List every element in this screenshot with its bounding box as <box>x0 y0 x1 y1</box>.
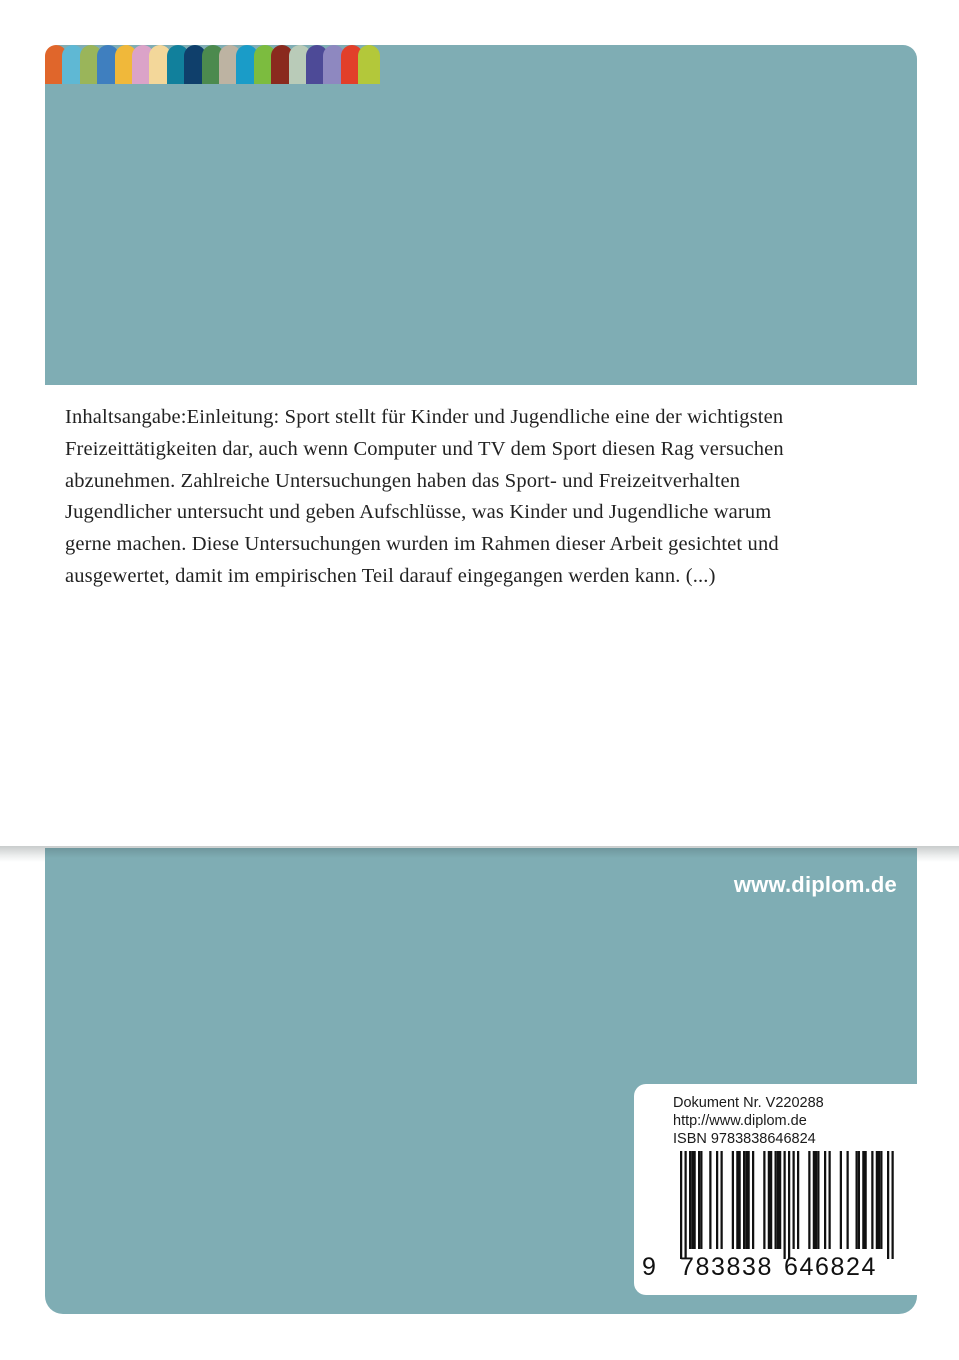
barcode-digits-right: 646824 <box>784 1253 878 1281</box>
isbn-text: ISBN 9783838646824 <box>673 1131 816 1147</box>
summary-line: gerne machen. Diese Untersuchungen wurden im Rahmen dieser Arbeit gesichtet und <box>65 533 779 556</box>
barcode-digits-left: 783838 <box>680 1253 774 1281</box>
color-tab-strip <box>45 45 385 85</box>
document-number: Dokument Nr. V220288 <box>673 1095 824 1111</box>
barcode-info <box>673 1094 824 1148</box>
barcode-label <box>634 1084 959 1295</box>
summary-text <box>65 402 895 593</box>
summary-line: abzunehmen. Zahlreiche Untersuchungen haben das Sport- und Freizeitverhalten <box>65 469 741 492</box>
summary-line: ausgewertet, damit im empirischen Teil darauf eingegangen werden kann. (...) <box>65 564 716 587</box>
document-url: http://www.diplom.de <box>673 1113 807 1129</box>
color-tab <box>358 45 380 84</box>
cover-top-panel <box>45 45 917 385</box>
barcode-digit-first: 9 <box>642 1253 658 1281</box>
summary-line: Inhaltsangabe:Einleitung: Sport stellt für Kinder und Jugendliche eine der wichtigsten <box>65 406 784 428</box>
summary-line: Jugendlicher untersucht und geben Aufschlüsse, was Kinder und Jugendliche warum <box>65 501 772 524</box>
publisher-url: www.diplom.de <box>733 872 897 897</box>
summary-line: Freizeittätigkeiten dar, auch wenn Computer und TV dem Sport diesen Rag versuchen <box>65 437 784 460</box>
